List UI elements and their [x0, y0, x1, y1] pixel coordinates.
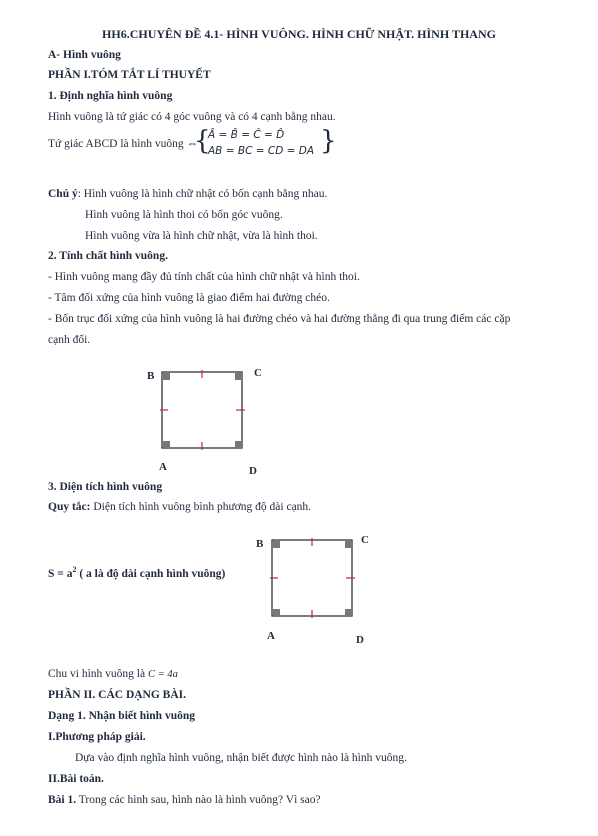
fig1-label-c: C [254, 367, 262, 379]
property-1: - Hình vuông mang đầy đủ tính chất của hình chữ nhật và hình thoi. [48, 271, 360, 283]
problem-1 [48, 793, 321, 807]
note-line-2: Hình vuông là hình thoi có bốn góc vuông. [85, 209, 283, 221]
part2-heading: PHẦN II. CÁC DẠNG BÀI. [48, 689, 187, 701]
property-2: - Tâm đối xứng của hình vuông là giao điểm hai đường chéo. [48, 292, 330, 304]
method-heading: I.Phương pháp giải. [48, 731, 146, 743]
formula-right-brace: } [320, 126, 337, 156]
property-3b: cạnh đối. [48, 334, 91, 346]
fig2-label-a: A [267, 630, 275, 642]
rule-text: Diện tích hình vuông bình phương độ dài cạnh. [90, 501, 312, 513]
note-text-1: : Hình vuông là hình chữ nhật có bốn cạnh bằng nhau. [77, 188, 328, 200]
method-text: Dựa vào định nghĩa hình vuông, nhận biết được hình nào là hình vuông. [75, 752, 407, 764]
area-formula-exponent: 2 [72, 565, 77, 574]
fig1-label-a: A [159, 461, 167, 473]
area-formula-note: ( a là độ dài cạnh hình vuông) [76, 567, 226, 580]
area-rule [48, 500, 311, 514]
area-heading: 3. Diện tích hình vuông [48, 481, 163, 493]
fig2-label-d: D [356, 634, 364, 646]
fig2-label-c: C [361, 534, 369, 546]
area-formula-base: S = a [48, 567, 73, 580]
perimeter-line [48, 667, 178, 682]
note-label: Chú ý [48, 188, 78, 200]
formula-left-brace: { [194, 126, 211, 156]
note-line-1 [48, 187, 327, 201]
part1-heading: PHẦN I.TÓM TẮT LÍ THUYẾT [48, 69, 211, 81]
problem-1-text: Trong các hình sau, hình nào là hình vuông? Vì sao? [76, 794, 321, 806]
formula-line-2: AB = BC = CD = DA [208, 145, 315, 157]
property-heading: 2. Tính chất hình vuông. [48, 250, 168, 262]
perimeter-formula: C = 4a [148, 669, 178, 680]
note-line-3: Hình vuông vừa là hình chữ nhật, vừa là hình thoi. [85, 230, 318, 242]
fig2-label-b: B [256, 538, 264, 550]
fig1-label-d: D [249, 465, 257, 477]
definition-heading: 1. Định nghĩa hình vuông [48, 90, 173, 102]
fig1-label-b: B [147, 370, 155, 382]
problem-1-label: Bài 1. [48, 794, 77, 806]
page-title: HH6.CHUYÊN ĐỀ 4.1- HÌNH VUÔNG. HÌNH CHỮ NHẬT. HÌNH THANG [102, 27, 496, 41]
definition-formula-prefix: Tứ giác ABCD là hình vuông ⇔ [48, 138, 198, 150]
property-3a: - Bốn trục đối xứng của hình vuông là hai đường chéo và hai đường thẳng đi qua trung điểm các cặp [48, 313, 511, 325]
square-figure-1 [160, 370, 245, 450]
type1-heading: Dạng 1. Nhận biết hình vuông [48, 710, 195, 722]
rule-label: Quy tắc: [48, 501, 91, 513]
section-a-heading: A- Hình vuông [48, 49, 121, 61]
area-formula [48, 563, 225, 581]
perimeter-text: Chu vi hình vuông là [48, 668, 148, 680]
problems-heading: II.Bài toán. [48, 773, 104, 785]
square-figure-2 [270, 538, 355, 618]
definition-text: Hình vuông là tứ giác có 4 góc vuông và có 4 cạnh bằng nhau. [48, 111, 336, 123]
formula-line-1: Â = B̂ = Ĉ = D̂ [208, 129, 285, 141]
